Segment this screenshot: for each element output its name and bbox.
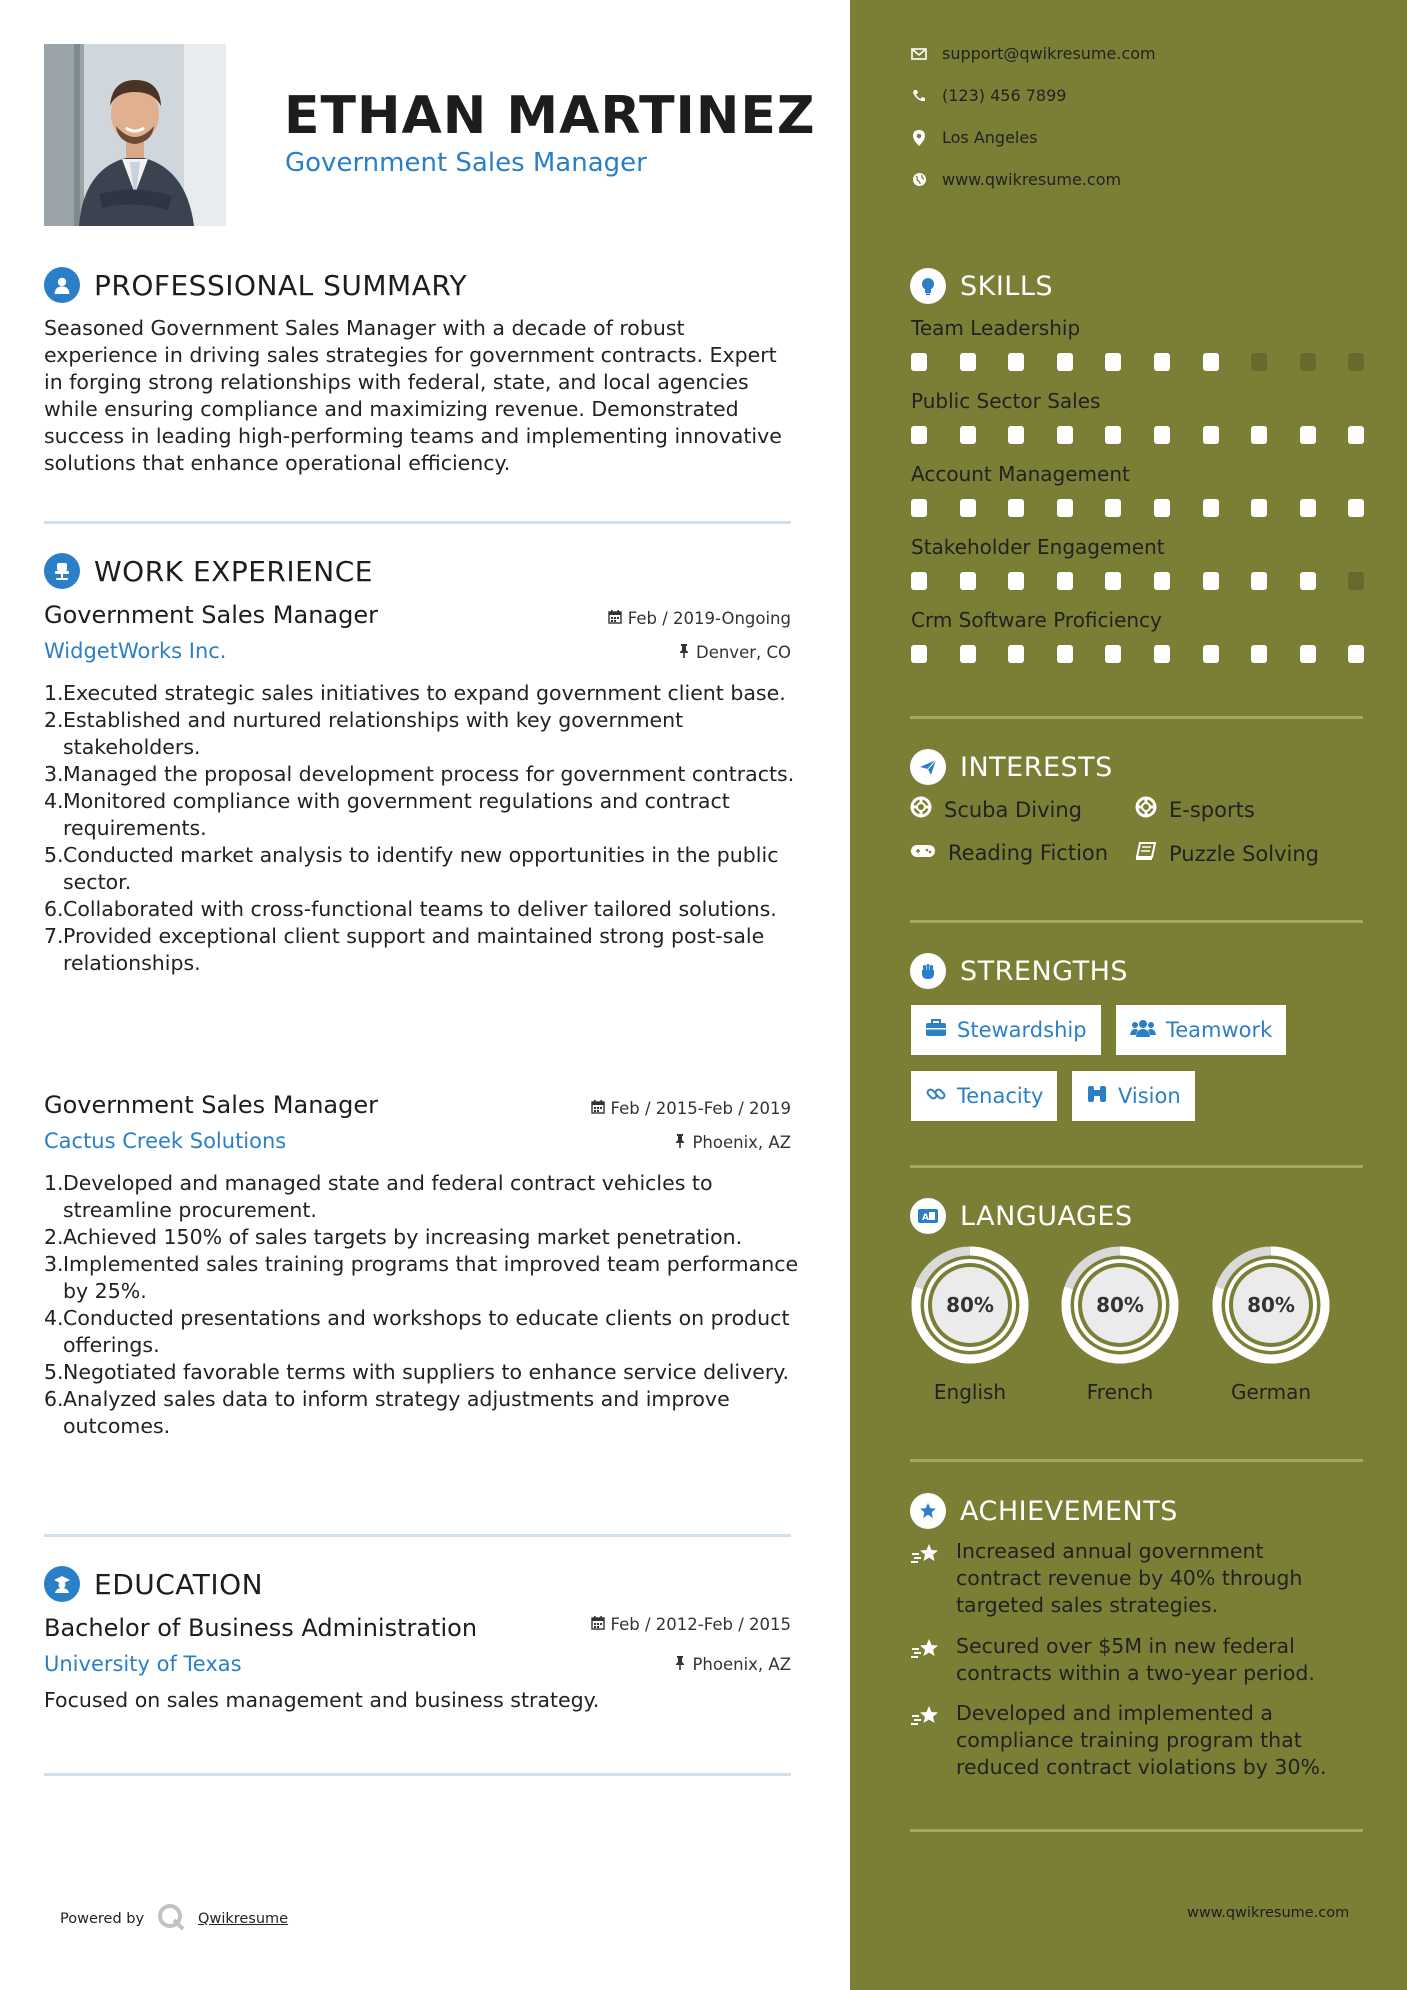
strength-chip: [1072, 1071, 1195, 1121]
skill-level-dot: [1008, 572, 1024, 590]
skill-level-dot: [960, 645, 976, 663]
skill-level-dot: [960, 426, 976, 444]
job-title: Government Sales Manager: [44, 1091, 379, 1119]
paper-plane-icon: [910, 749, 946, 785]
education-title: EDUCATION: [94, 1567, 264, 1601]
interest-label: Scuba Diving: [944, 797, 1082, 822]
location-text: Los Angeles: [942, 128, 1038, 147]
lifebuoy-icon: [1135, 796, 1157, 823]
skill-level-dot: [1154, 572, 1170, 590]
achievements-title: ACHIEVEMENTS: [960, 1495, 1178, 1527]
skill-level-dot: [1154, 645, 1170, 663]
job-dates: [608, 609, 791, 628]
job-location: [674, 1133, 791, 1152]
calendar-icon: [591, 1615, 605, 1634]
skill-level-dot: [1300, 572, 1316, 590]
skill-level-dot: [1057, 645, 1073, 663]
achievement-item: [910, 1538, 1330, 1619]
skill-name: Team Leadership: [911, 316, 1081, 340]
skill-level-dot: [1300, 645, 1316, 663]
skill-level-dot: [1203, 572, 1219, 590]
skill-name: Stakeholder Engagement: [911, 535, 1165, 559]
website-text: www.qwikresume.com: [942, 170, 1122, 189]
language-percent: 80%: [1247, 1293, 1295, 1317]
school-name: University of Texas: [44, 1652, 242, 1676]
list-item: 1. Executed strategic sales initiatives to expand government client base.: [44, 681, 786, 705]
language-item: [1210, 1244, 1332, 1404]
skill-level-dot: [1203, 353, 1219, 371]
strength-chip: [911, 1005, 1101, 1055]
shooting-star-icon: [910, 1633, 942, 1687]
interest-item: [910, 796, 1082, 823]
company-name: Cactus Creek Solutions: [44, 1129, 287, 1153]
candidate-title: Government Sales Manager: [285, 148, 647, 178]
skill-level-dot: [1300, 499, 1316, 517]
skill-rating: [911, 645, 1365, 663]
skill-level-dot: [1348, 572, 1364, 590]
skill-level-dot: [1105, 572, 1121, 590]
skill-level-dot: [1008, 499, 1024, 517]
interests-heading: [910, 749, 1113, 785]
email-text: support@qwikresume.com: [942, 44, 1156, 63]
qwikresume-logo-icon: [156, 1902, 186, 1936]
list-item: 3. Implemented sales training programs that improved team performance by 25%.: [44, 1252, 799, 1303]
users-icon: [1130, 1018, 1156, 1042]
language-item: [1059, 1244, 1181, 1404]
language-item: [909, 1244, 1031, 1404]
divider: [44, 1534, 791, 1537]
achievement-item: [910, 1633, 1330, 1687]
graduate-icon: [44, 1566, 80, 1602]
list-item: 4. Conducted presentations and workshops to educate clients on product offerings.: [44, 1306, 790, 1357]
skill-level-dot: [1300, 426, 1316, 444]
divider: [910, 1459, 1363, 1462]
skill-level-dot: [911, 353, 927, 371]
skill-level-dot: [1203, 645, 1219, 663]
skill-rating: [911, 572, 1365, 590]
achievement-item: [910, 1700, 1350, 1781]
user-icon: [44, 267, 80, 303]
skill-name: Public Sector Sales: [911, 389, 1101, 413]
skill-level-dot: [1154, 499, 1170, 517]
list-item: 6. Analyzed sales data to inform strategy adjustments and improve outcomes.: [44, 1387, 730, 1438]
contact-location: [910, 128, 1038, 147]
skill-level-dot: [960, 499, 976, 517]
envelope-icon: [910, 45, 928, 63]
summary-title: PROFESSIONAL SUMMARY: [94, 268, 468, 302]
skill-level-dot: [1154, 353, 1170, 371]
job-dates-text: Feb / 2019-Ongoing: [627, 609, 791, 628]
qwikresume-link[interactable]: Qwikresume: [198, 1911, 289, 1927]
skill-level-dot: [1348, 499, 1364, 517]
education-dates-text: Feb / 2012-Feb / 2015: [610, 1615, 791, 1634]
skill-level-dot: [960, 572, 976, 590]
skill-level-dot: [1251, 499, 1267, 517]
divider: [910, 716, 1363, 719]
candidate-name: ETHAN MARTINEZ: [284, 86, 816, 146]
strengths-heading: [910, 953, 1128, 989]
skill-level-dot: [1348, 426, 1364, 444]
experience-title: WORK EXPERIENCE: [94, 554, 373, 588]
skill-level-dot: [1008, 645, 1024, 663]
lifebuoy-icon: [910, 796, 932, 823]
phone-text: (123) 456 7899: [942, 86, 1067, 105]
skill-rating: [911, 426, 1365, 444]
skill-level-dot: [911, 499, 927, 517]
job-location-text: Denver, CO: [695, 643, 791, 662]
job-bullets: [44, 1170, 804, 1440]
strength-chip: [1116, 1005, 1286, 1055]
skill-level-dot: [1348, 645, 1364, 663]
skill-level-dot: [1300, 353, 1316, 371]
translate-icon: [910, 1198, 946, 1234]
interest-item: [1135, 796, 1255, 823]
language-name: French: [1086, 1380, 1154, 1404]
languages-heading: [910, 1198, 1133, 1234]
divider: [44, 521, 791, 524]
footer-website[interactable]: www.qwikresume.com: [1187, 1905, 1350, 1921]
lightbulb-icon: [910, 268, 946, 304]
skill-rating: [911, 499, 1365, 517]
education-location: [674, 1655, 791, 1674]
phone-icon: [910, 87, 928, 105]
achievements-heading: [910, 1493, 1178, 1529]
strength-label: Stewardship: [957, 1018, 1087, 1042]
list-item: 7. Provided exceptional client support and maintained strong post-sale relationships.: [44, 924, 765, 975]
language-ring: [909, 1244, 1031, 1366]
job-bullets: [44, 680, 804, 977]
shooting-star-icon: [910, 1700, 942, 1781]
list-item: 3. Managed the proposal development process for government contracts.: [44, 762, 795, 786]
skills-title: SKILLS: [960, 270, 1054, 302]
pin-icon: [674, 1655, 686, 1674]
skill-level-dot: [1008, 353, 1024, 371]
skill-level-dot: [1008, 426, 1024, 444]
skill-name: Crm Software Proficiency: [911, 608, 1162, 632]
education-heading: [44, 1566, 263, 1602]
calendar-icon: [591, 1099, 605, 1118]
globe-icon: [910, 171, 928, 189]
degree-title: Bachelor of Business Administration: [44, 1614, 478, 1642]
language-ring: [1059, 1244, 1181, 1366]
list-item: 5. Conducted market analysis to identify new opportunities in the public sector.: [44, 843, 779, 894]
skill-level-dot: [1203, 499, 1219, 517]
list-item: 2. Established and nurtured relationships with key government stakeholders.: [44, 708, 684, 759]
interest-label: Puzzle Solving: [1169, 841, 1319, 866]
language-name: German: [1230, 1380, 1312, 1404]
language-percent: 80%: [1096, 1293, 1144, 1317]
skill-level-dot: [1251, 353, 1267, 371]
skill-level-dot: [1105, 499, 1121, 517]
strength-label: Vision: [1118, 1084, 1181, 1108]
strength-label: Tenacity: [957, 1084, 1044, 1108]
skill-level-dot: [1203, 426, 1219, 444]
skill-level-dot: [1251, 426, 1267, 444]
shooting-star-icon: [910, 1538, 942, 1619]
skill-rating: [911, 353, 1365, 371]
divider: [44, 1773, 791, 1776]
skill-level-dot: [1105, 353, 1121, 371]
star-badge-icon: [910, 1493, 946, 1529]
list-item: 1. Developed and managed state and federal contract vehicles to streamline procurement.: [44, 1171, 713, 1222]
divider: [910, 1829, 1363, 1832]
interest-item: [910, 841, 1108, 865]
achievement-text: Increased annual government contract revenue by 40% through targeted sales strategies.: [956, 1539, 1303, 1617]
skill-level-dot: [911, 645, 927, 663]
language-percent: 80%: [946, 1293, 994, 1317]
skill-level-dot: [1154, 426, 1170, 444]
skill-level-dot: [1057, 572, 1073, 590]
company-name: WidgetWorks Inc.: [44, 639, 227, 663]
job-title: Government Sales Manager: [44, 601, 379, 629]
skill-level-dot: [1105, 645, 1121, 663]
divider: [910, 1165, 1363, 1168]
education-location-text: Phoenix, AZ: [692, 1655, 791, 1674]
education-dates: [591, 1615, 791, 1634]
person-photo-icon: [44, 44, 226, 226]
experience-heading: [44, 553, 373, 589]
skill-level-dot: [1057, 353, 1073, 371]
contact-phone[interactable]: [910, 86, 1066, 105]
skill-level-dot: [1105, 426, 1121, 444]
skill-level-dot: [1251, 645, 1267, 663]
binoculars-icon: [1086, 1084, 1108, 1109]
job-dates: [591, 1099, 791, 1118]
skill-level-dot: [1251, 572, 1267, 590]
job-location: [678, 643, 791, 662]
powered-by: [60, 1902, 288, 1936]
book-icon: [1135, 841, 1157, 866]
list-item: 2. Achieved 150% of sales targets by increasing market penetration.: [44, 1225, 743, 1249]
language-name: English: [933, 1380, 1007, 1404]
job-location-text: Phoenix, AZ: [692, 1133, 791, 1152]
list-item: 5. Negotiated favorable terms with suppliers to enhance service delivery.: [44, 1360, 789, 1384]
strength-chip: [911, 1071, 1057, 1121]
contact-website[interactable]: [910, 170, 1121, 189]
education-description: Focused on sales management and business strategy.: [44, 1688, 600, 1712]
skill-level-dot: [911, 426, 927, 444]
skill-level-dot: [911, 572, 927, 590]
link-icon: [925, 1083, 947, 1110]
pin-icon: [674, 1133, 686, 1152]
achievement-text: Secured over $5M in new federal contracts within a two-year period.: [956, 1634, 1315, 1685]
skill-level-dot: [1057, 426, 1073, 444]
job-dates-text: Feb / 2015-Feb / 2019: [610, 1099, 791, 1118]
powered-by-label: Powered by: [60, 1911, 145, 1927]
skill-level-dot: [960, 353, 976, 371]
interest-label: E-sports: [1169, 797, 1255, 822]
pin-icon: [678, 643, 690, 662]
fist-icon: [910, 953, 946, 989]
skill-level-dot: [1057, 499, 1073, 517]
interest-label: Reading Fiction: [948, 841, 1109, 865]
list-item: 4. Monitored compliance with government regulations and contract requirements.: [44, 789, 730, 840]
strengths-title: STRENGTHS: [960, 955, 1129, 987]
gamepad-icon: [910, 841, 936, 865]
summary-heading: [44, 267, 467, 303]
strength-label: Teamwork: [1166, 1018, 1273, 1042]
language-ring: [1210, 1244, 1332, 1366]
interests-title: INTERESTS: [960, 751, 1113, 783]
calendar-icon: [608, 609, 622, 628]
skills-heading: [910, 268, 1053, 304]
briefcase-icon: [925, 1018, 947, 1042]
office-chair-icon: [44, 553, 80, 589]
svg-text:A: A: [922, 1213, 929, 1223]
languages-title: LANGUAGES: [960, 1200, 1133, 1232]
list-item: 6. Collaborated with cross-functional teams to deliver tailored solutions.: [44, 897, 777, 921]
skill-level-dot: [1348, 353, 1364, 371]
achievement-text: Developed and implemented a compliance training program that reduced contract violations by 30%.: [956, 1701, 1327, 1779]
summary-text: Seasoned Government Sales Manager with a decade of robust experience in driving sales strategies for government contracts. Expert in forging strong relationships with federal, state, and local agencies while ensuring compliance and maximizing revenue. Demonstrated success in leading high-performing teams and implementing innovative solutions that enhance operational efficiency.: [44, 316, 782, 475]
divider: [910, 920, 1363, 923]
interest-item: [1135, 841, 1319, 866]
profile-photo: [44, 44, 226, 226]
map-pin-icon: [910, 129, 928, 147]
contact-email[interactable]: [910, 44, 1156, 63]
skill-name: Account Management: [911, 462, 1130, 486]
